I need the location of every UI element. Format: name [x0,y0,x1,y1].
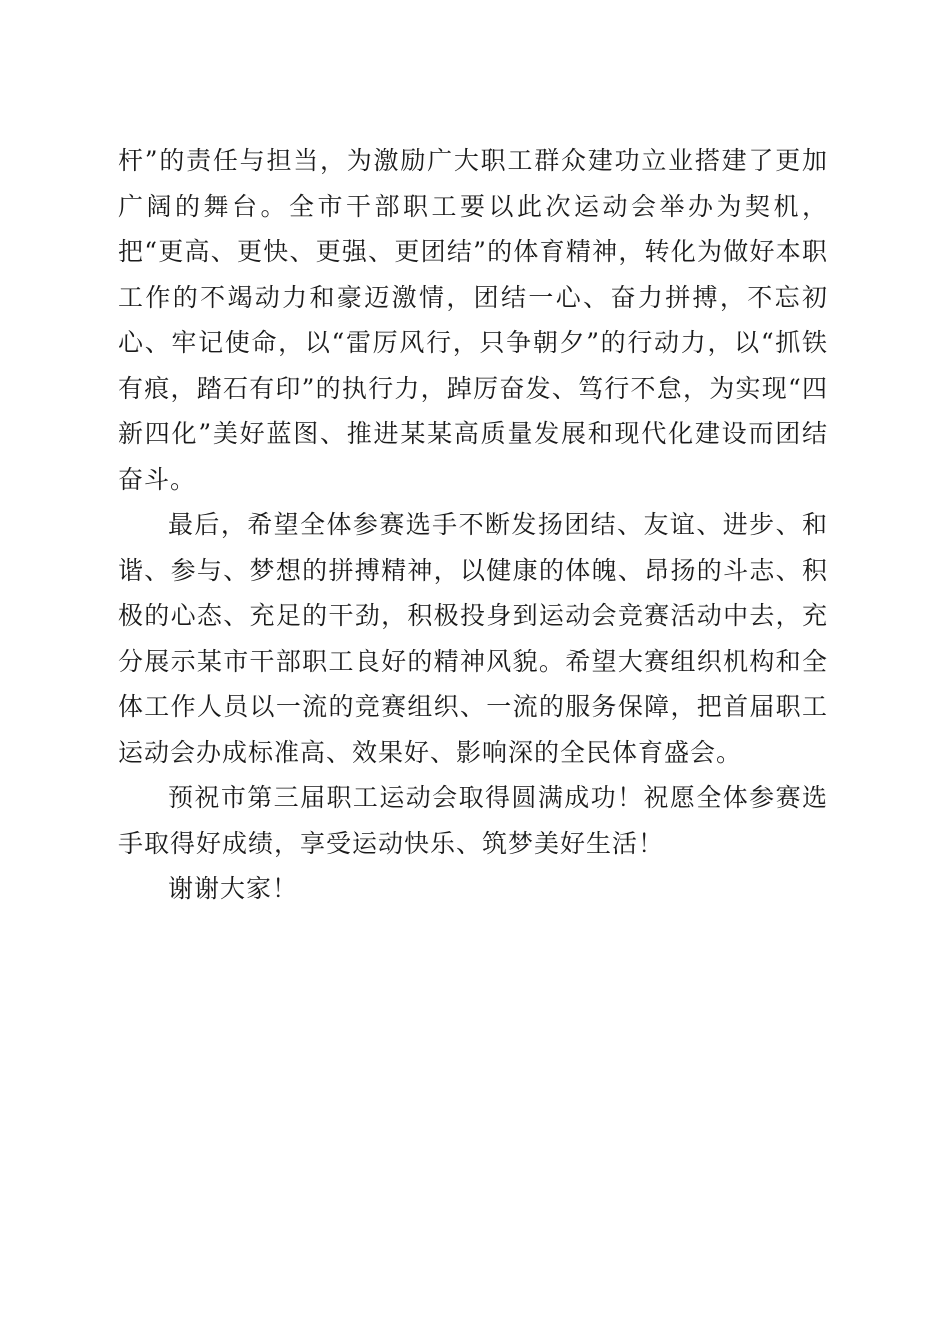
paragraph-thanks: 谢谢大家！ [168,874,299,903]
document-body [118,138,828,912]
paragraph-continuation: 杆”的责任与担当，为激励广大职工群众建功立业搭建了更加广阔的舞台。全市干部职工要以此次运动会举办为契机，把“更高、更快、更强、更团结”的体育精神，转化为做好本职工作的不竭动力和豪迈激情，团结一心、奋力拼搏，不忘初心、牢记使命，以“雷厉风行，只争朝夕”的行动力，以“抓铁有痕，踏石有印”的执行力，踔厉奋发、笃行不怠，为实现“四新四化”美好蓝图、推进某某高质量发展和现代化建设而团结奋斗。 [118,146,828,494]
paragraph-closing-wishes: 最后，希望全体参赛选手不断发扬团结、友谊、进步、和谐、参与、梦想的拼搏精神，以健康的体魄、昂扬的斗志、积极的心态、充足的干劲，积极投身到运动会竞赛活动中去，充分展示某市干部职工良好的精神风貌。希望大赛组织机构和全体工作人员以一流的竞赛组织、一流的服务保障，把首届职工运动会办成标准高、效果好、影响深的全民体育盛会。 [118,510,828,767]
paragraph-congratulations: 预祝市第三届职工运动会取得圆满成功！祝愿全体参赛选手取得好成绩，享受运动快乐、筑梦美好生活！ [118,783,828,858]
